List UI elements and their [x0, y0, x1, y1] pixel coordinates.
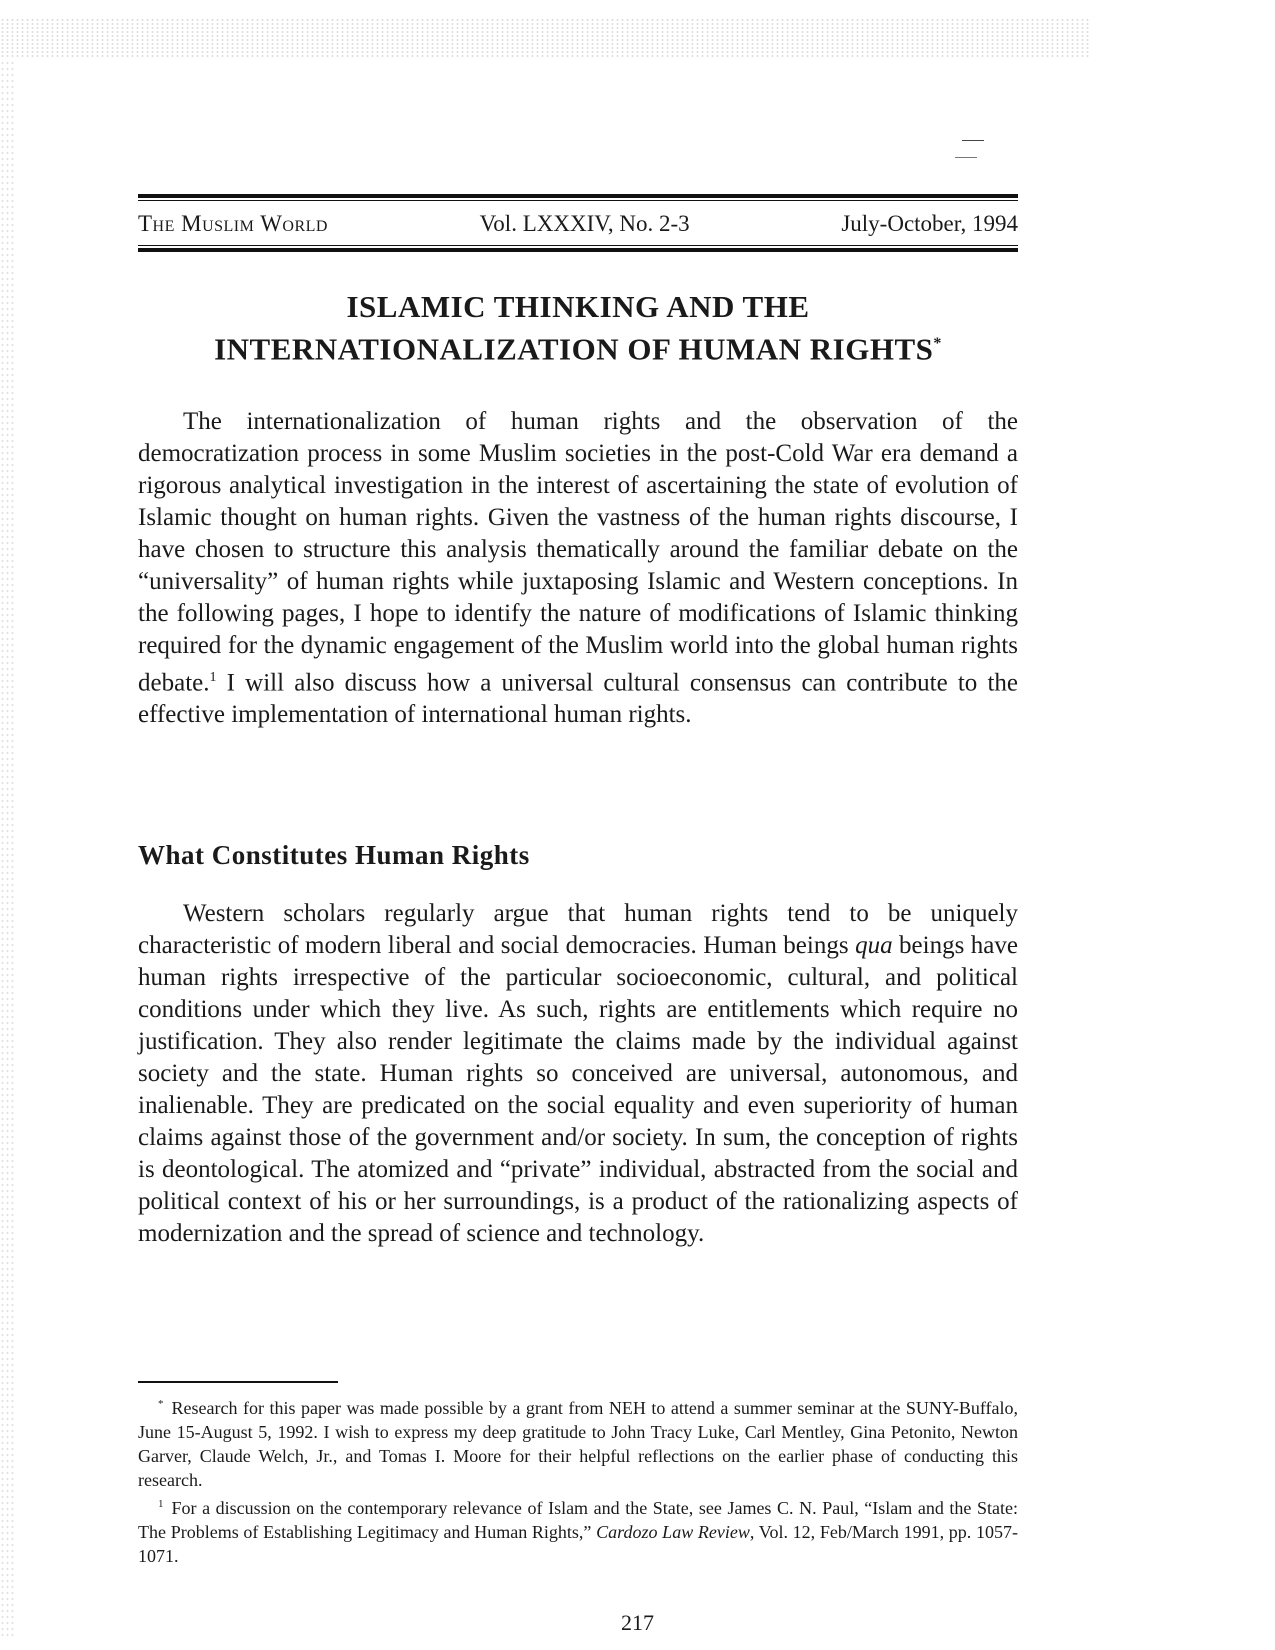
footnote-1-text-a: For a discussion on the contemporary relevance of Islam and the State, see James C. N. Paul, “Islam and the State: The Problems of Establishing Legitimacy and Human Rights,”	[138, 1498, 1018, 1542]
intro-paragraph	[138, 406, 1018, 731]
section-heading: What Constitutes Human Rights	[138, 840, 530, 870]
title-line-1: ISLAMIC THINKING AND THE	[346, 289, 810, 324]
issue-date: July-October, 1994	[841, 211, 1018, 236]
footnote-star-mark: *	[158, 1398, 164, 1410]
header-rule-bottom	[138, 248, 1018, 252]
article-title	[138, 288, 1018, 367]
title-line-2: INTERNATIONALIZATION OF HUMAN RIGHTS	[214, 331, 934, 367]
scan-mark	[955, 157, 977, 158]
section-text-b: beings have human rights irrespective of the particular socioeconomic, cultural, and political conditions under which they live. As such, rights are entitlements which require no justification. They also render legitimate the claims made by the individual against society and the state. Human rights so conceived are universal, autonomous, and inalienable. They are predicated on the social equality and even superiority of human claims against those of the government and/or society. In sum, the conception of rights is deontological. The atomized and “private” individual, abstracted from the social and political context of his or her surroundings, is a product of the rationalizing aspects of modernization and the spread of science and technology.	[138, 932, 1018, 1247]
footnote-1-journal: Cardozo Law Review	[596, 1522, 750, 1542]
title-footnote-mark: *	[933, 335, 942, 352]
scan-noise-top	[0, 18, 1090, 58]
footnote-star	[138, 1392, 1018, 1492]
section-text-a: Western scholars regularly argue that human rights tend to be uniquely characteristic of modern liberal and social democracies. Human beings	[138, 900, 1018, 959]
header-rule-bottom-thin	[138, 245, 1018, 246]
header-rule-top	[138, 194, 1018, 198]
header-row	[138, 201, 1018, 243]
intro-text-b: I will also discuss how a universal cultural consensus can contribute to the effective implementation of international human rights.	[138, 669, 1018, 729]
footnote-1-text-b: , Vol. 12, Feb/March 1991, pp. 1057-1071.	[138, 1522, 1018, 1566]
journal-name: The Muslim World	[138, 211, 328, 236]
scan-noise-left	[0, 60, 14, 1640]
footnote-1	[138, 1492, 1018, 1568]
scan-mark	[962, 140, 984, 141]
footnote-ref-1: 1	[209, 670, 217, 685]
section-paragraph	[138, 898, 1018, 1250]
italic-qua: qua	[855, 932, 893, 959]
footnote-star-text: Research for this paper was made possible by a grant from NEH to attend a summer seminar at the SUNY-Buffalo, June 15-August 5, 1992. I wish to express my deep gratitude to John Tracy Luke, Carl Mentley, Gina Petonito, Newton Garver, Claude Welch, Jr., and Tomas I. Moore for their helpful reflections on the earlier phase of conducting this research.	[138, 1398, 1018, 1490]
volume-info: Vol. LXXXIV, No. 2-3	[479, 211, 690, 236]
page-number: 217	[621, 1610, 654, 1635]
footnote-rule	[138, 1381, 338, 1383]
footnotes	[138, 1392, 1018, 1568]
running-header	[138, 194, 1018, 252]
footnote-1-mark: 1	[158, 1498, 164, 1510]
intro-text-a: The internationalization of human rights and the observation of the democratization process in some Muslim societies in the post-Cold War era demand a rigorous analytical investigation in the interest of ascertaining the state of evolution of Islamic thought on human rights. Given the vastness of the human rights discourse, I have chosen to structure this analysis thematically around the familiar debate on the “universality” of human rights while juxtaposing Islamic and Western conceptions. In the following pages, I hope to identify the nature of modifications of Islamic thinking required for the dynamic engagement of the Muslim world into the global human rights debate.	[138, 408, 1018, 697]
